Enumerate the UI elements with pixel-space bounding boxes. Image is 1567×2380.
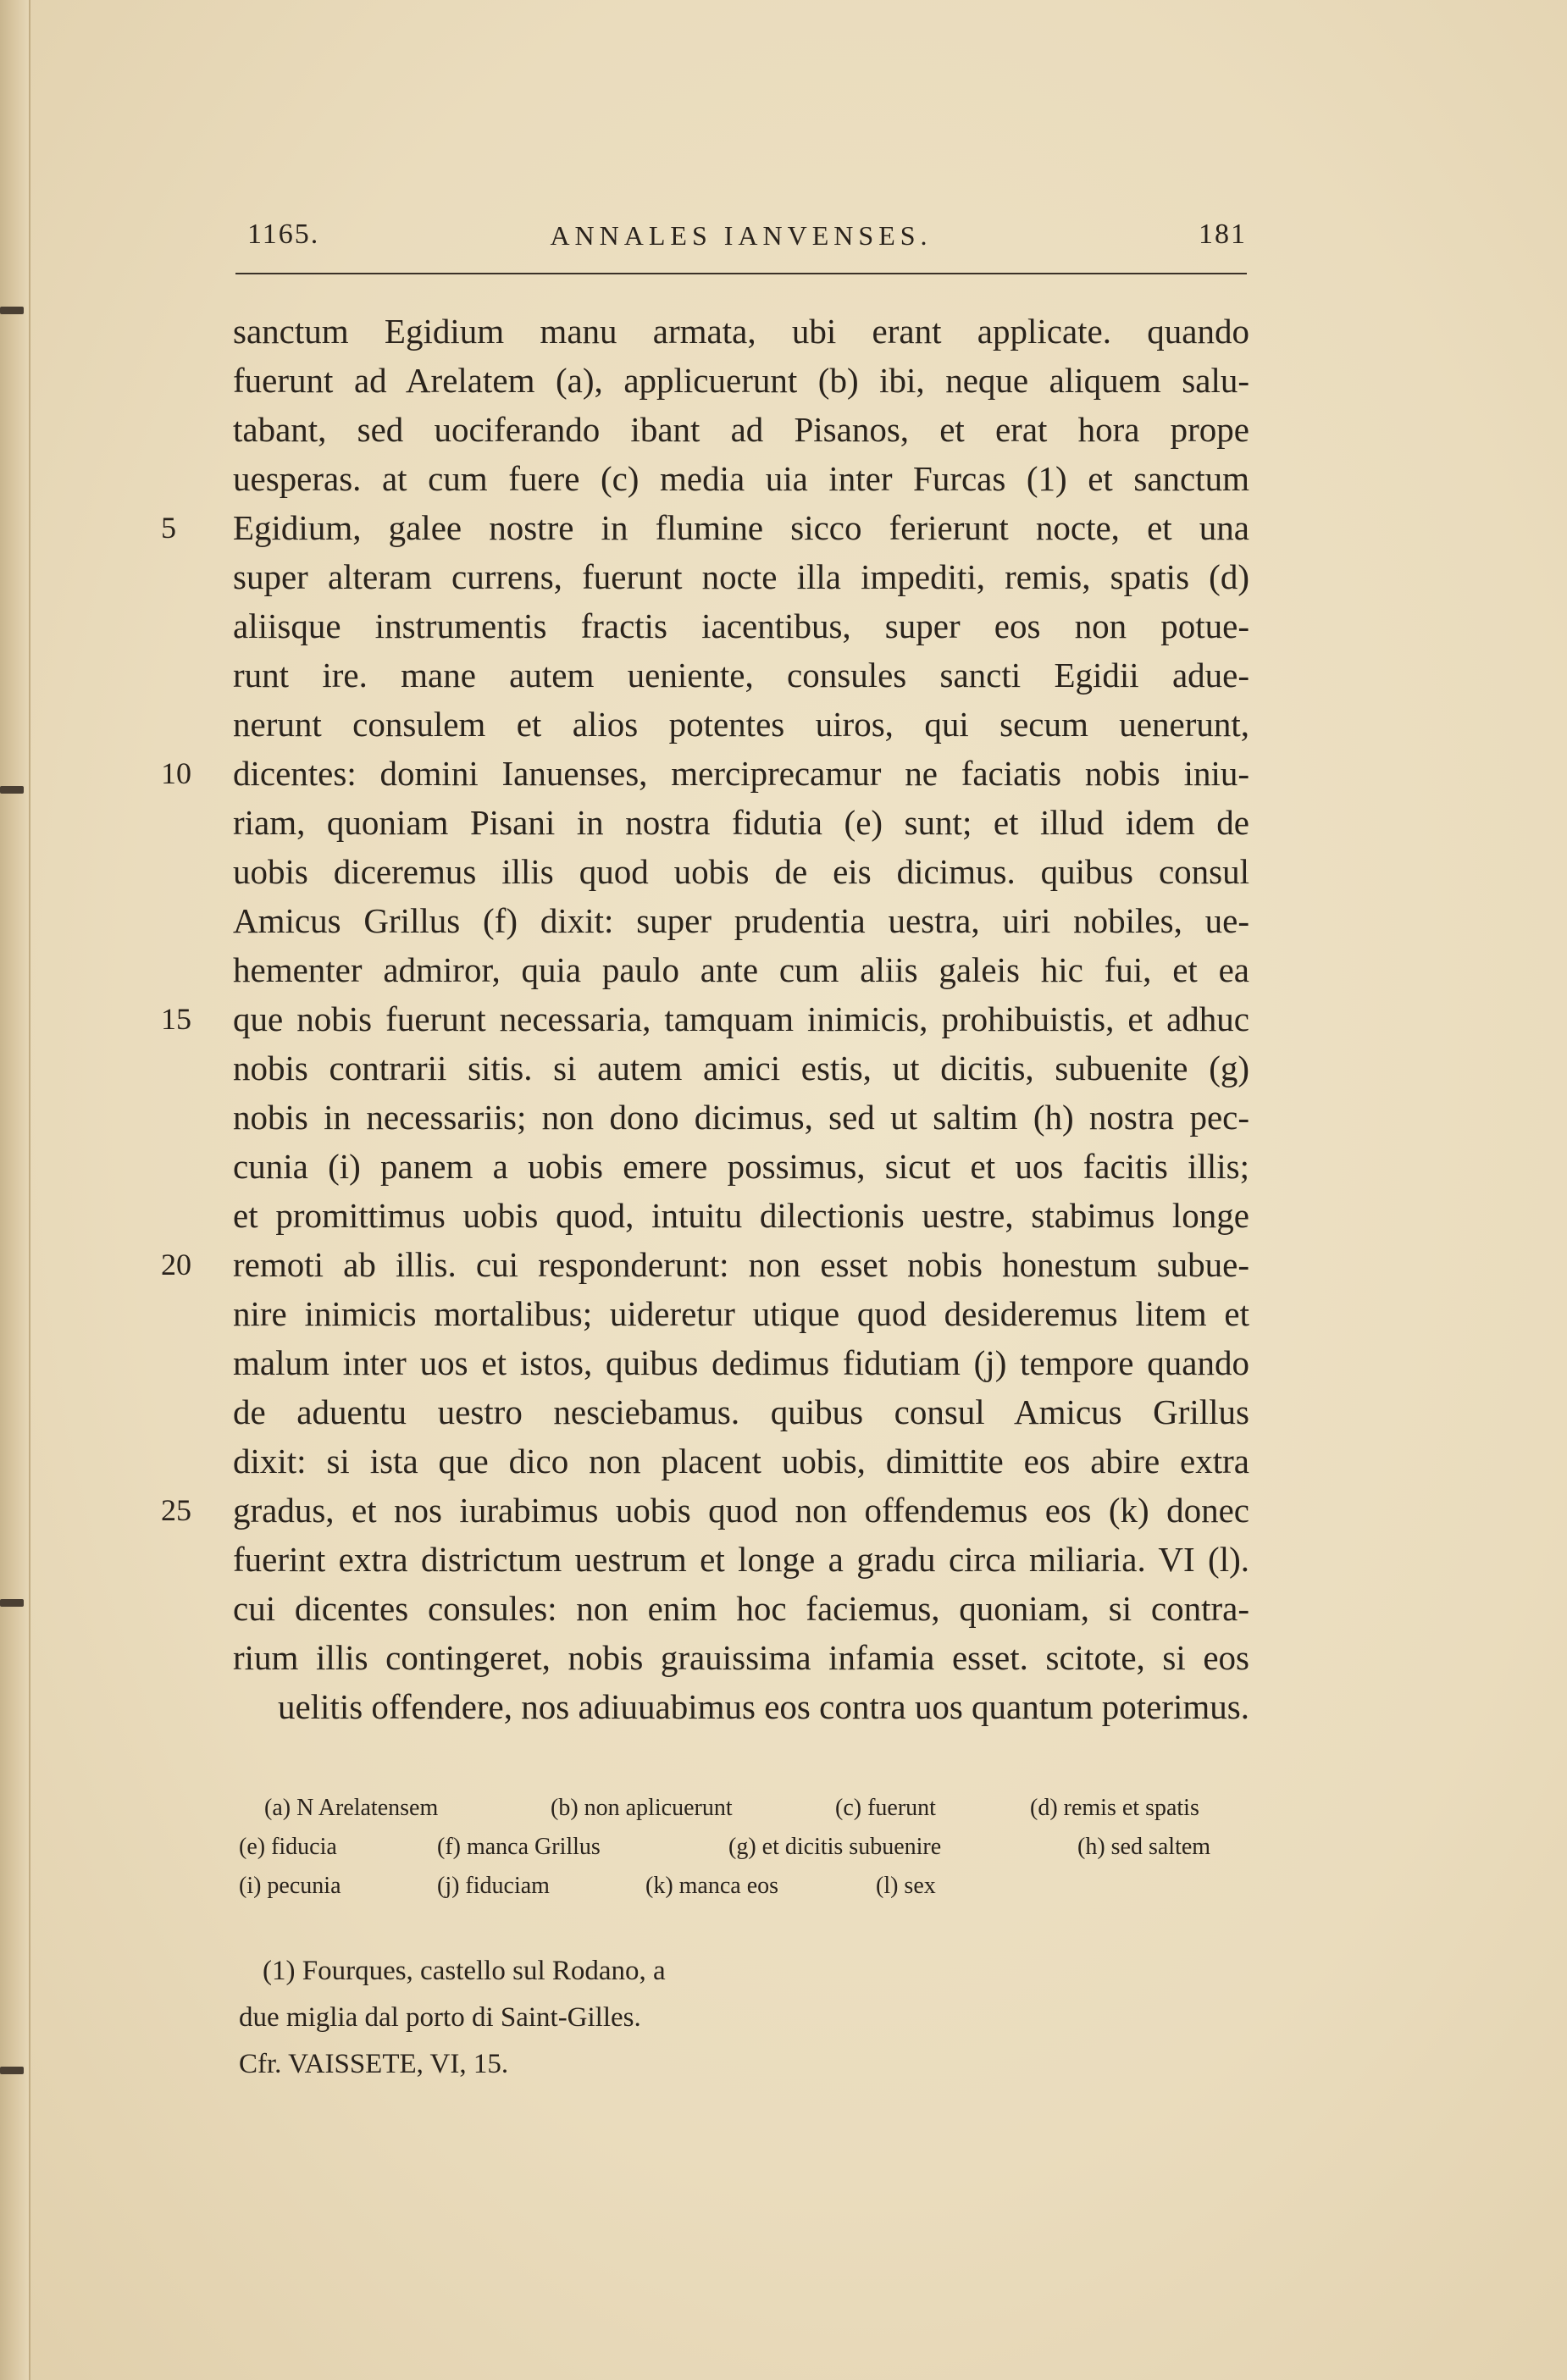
text-line: de aduentu uestro nesciebamus. quibus consul Amicus Grillus — [233, 1392, 1249, 1431]
apparatus-note: (e) fiducia — [239, 1834, 337, 1860]
apparatus-note: (f) manca Grillus — [437, 1834, 601, 1860]
text-line: nerunt consulem et alios potentes uiros, qui secum uenerunt, — [233, 705, 1249, 744]
text-line: nobis contrarii sitis. si autem amici estis, ut dicitis, subuenite (g) — [233, 1049, 1249, 1088]
apparatus-row — [239, 1789, 1247, 1828]
text-line: runt ire. mane autem ueniente, consules sancti Egidii adue- — [233, 656, 1249, 695]
header-year: 1165. — [247, 219, 320, 250]
page-number: 181 — [1199, 219, 1247, 250]
binding-thread — [0, 1599, 24, 1607]
text-line: hementer admiror, quia paulo ante cum aliis galeis hic fui, et ea — [233, 950, 1249, 989]
apparatus-note: (h) sed saltem — [1077, 1834, 1211, 1860]
apparatus-note: (d) remis et spatis — [1030, 1795, 1199, 1821]
header-title: ANNALES IANVENSES. — [550, 220, 933, 251]
text-line: nire inimicis mortalibus; uideretur utique quod desideremus litem et — [233, 1294, 1249, 1333]
text-line: dicentes: domini Ianuenses, merciprecamur ne faciatis nobis iniu- — [233, 754, 1249, 793]
apparatus-note: (k) manca eos — [645, 1873, 779, 1899]
text-line: super alteram currens, fuerunt nocte illa impediti, remis, spatis (d) — [233, 557, 1249, 596]
text-line: aliisque instrumentis fractis iacentibus, super eos non potue- — [233, 606, 1249, 645]
text-line: rium illis contingeret, nobis grauissima infamia esset. scitote, si eos — [233, 1638, 1249, 1677]
text-line: uesperas. at cum fuere (c) media uia inter Furcas (1) et sanctum — [233, 459, 1249, 498]
main-text — [233, 307, 1249, 1731]
line-number: 10 — [161, 756, 191, 790]
text-line: fuerunt ad Arelatem (a), applicuerunt (b) ibi, neque aliquem salu- — [233, 361, 1249, 400]
binding-thread — [0, 307, 24, 314]
apparatus-note: (i) pecunia — [239, 1873, 341, 1899]
line-number: 5 — [161, 511, 176, 545]
editorial-footnote — [239, 1948, 764, 2088]
text-line: uelitis offendere, nos adiuuabimus eos contra uos quantum poterimus. — [277, 1687, 1249, 1726]
text-line: dixit: si ista que dico non placent uobis, dimittite eos abire extra — [233, 1442, 1249, 1481]
footnote-line: due miglia dal porto di Saint-Gilles. — [239, 2002, 641, 2033]
apparatus-row — [239, 1828, 1247, 1867]
line-number: 15 — [161, 1002, 191, 1036]
text-line: cui dicentes consules: non enim hoc faciemus, quoniam, si contra- — [233, 1589, 1249, 1628]
text-line: tabant, sed uociferando ibant ad Pisanos, et erat hora prope — [233, 410, 1249, 449]
binding-thread — [0, 786, 24, 794]
critical-apparatus — [239, 1789, 1247, 1906]
text-line: fuerint extra districtum uestrum et longe a gradu circa miliaria. VI (l). — [233, 1540, 1249, 1579]
apparatus-row — [239, 1867, 1247, 1906]
line-number: 25 — [161, 1493, 191, 1527]
text-line: sanctum Egidium manu armata, ubi erant applicate. quando — [233, 312, 1249, 351]
text-line: cunia (i) panem a uobis emere possimus, sicut et uos facitis illis; — [233, 1147, 1249, 1186]
text-line: Egidium, galee nostre in flumine sicco ferierunt nocte, et una — [233, 508, 1249, 547]
text-line: riam, quoniam Pisani in nostra fidutia (e) sunt; et illud idem de — [233, 803, 1249, 842]
text-line: Amicus Grillus (f) dixit: super prudentia uestra, uiri nobiles, ue- — [233, 901, 1249, 940]
binding-thread — [0, 2067, 24, 2074]
apparatus-note: (c) fuerunt — [835, 1795, 936, 1821]
text-line: malum inter uos et istos, quibus dedimus fidutiam (j) tempore quando — [233, 1343, 1249, 1382]
text-line: et promittimus uobis quod, intuitu dilectionis uestre, stabimus longe — [233, 1196, 1249, 1235]
running-head — [235, 219, 1247, 261]
apparatus-note: (a) N Arelatensem — [264, 1795, 439, 1821]
text-line: que nobis fuerunt necessaria, tamquam inimicis, prohibuistis, et adhuc — [233, 999, 1249, 1038]
text-line: remoti ab illis. cui responderunt: non esset nobis honestum subue- — [233, 1245, 1249, 1284]
apparatus-note: (g) et dicitis subuenire — [728, 1834, 942, 1860]
line-number: 20 — [161, 1248, 191, 1281]
text-line: gradus, et nos iurabimus uobis quod non offendemus eos (k) donec — [233, 1491, 1249, 1530]
header-rule — [235, 273, 1247, 274]
apparatus-note: (l) sex — [876, 1873, 936, 1899]
apparatus-note: (j) fiduciam — [437, 1873, 550, 1899]
text-line: nobis in necessariis; non dono dicimus, sed ut saltim (h) nostra pec- — [233, 1098, 1249, 1137]
apparatus-note: (b) non aplicuerunt — [551, 1795, 733, 1821]
binding-edge — [0, 0, 30, 2380]
text-line: uobis diceremus illis quod uobis de eis dicimus. quibus consul — [233, 852, 1249, 891]
footnote-line: (1) Fourques, castello sul Rodano, a — [263, 1956, 666, 1986]
footnote-line: Cfr. VAISSETE, VI, 15. — [239, 2049, 509, 2079]
